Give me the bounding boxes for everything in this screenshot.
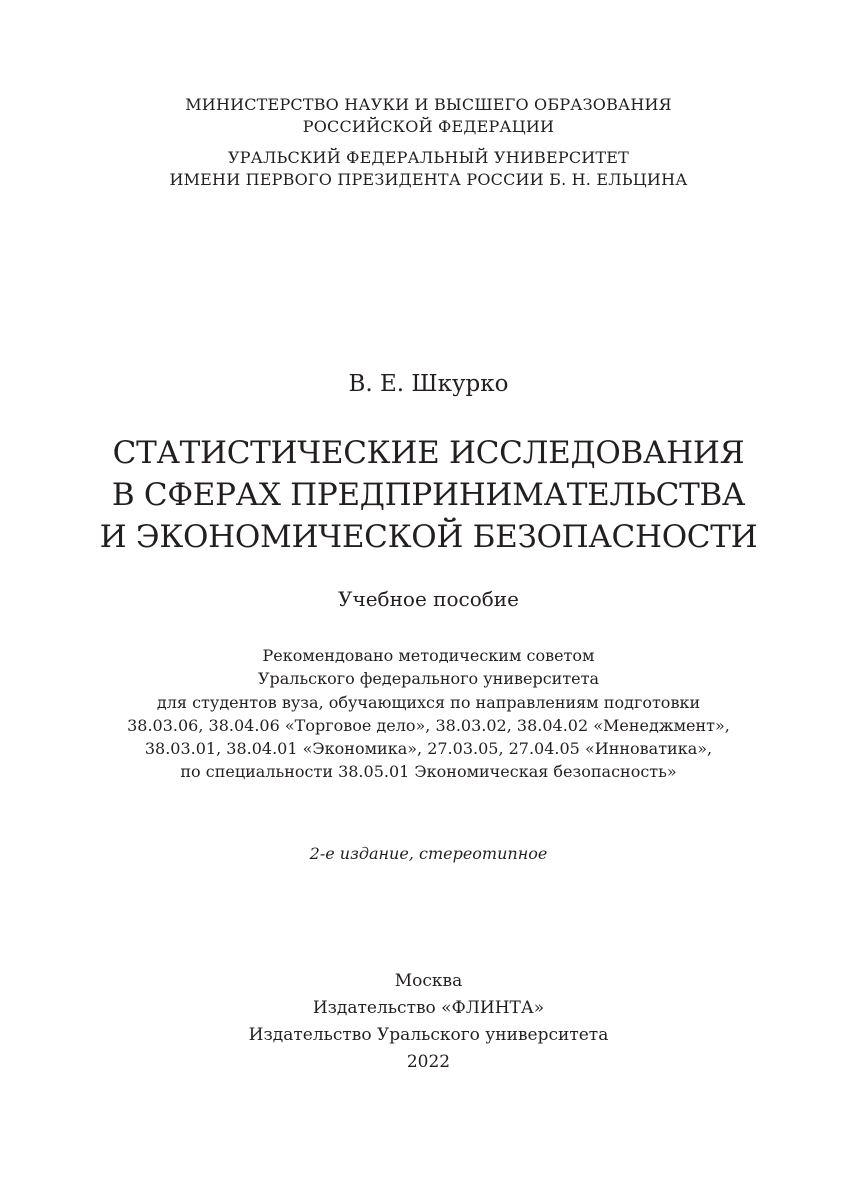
document-type-text: Учебное пособие — [338, 587, 519, 611]
imprint — [0, 968, 857, 1076]
university-line-2: ИМЕНИ ПЕРВОГО ПРЕЗИДЕНТА РОССИИ Б. Н. ЕЛЬЦИНА — [169, 170, 688, 189]
imprint-publisher-2: Издательство Уральского университета — [248, 1025, 609, 1045]
university-line-1: УРАЛЬСКИЙ ФЕДЕРАЛЬНЫЙ УНИВЕРСИТЕТ — [227, 148, 630, 167]
university-heading — [0, 147, 857, 191]
book-title — [0, 432, 857, 558]
imprint-city: Москва — [394, 971, 463, 991]
ministry-heading — [0, 94, 857, 138]
imprint-year: 2022 — [406, 1052, 451, 1072]
author-name — [0, 369, 857, 399]
ministry-line-1: МИНИСТЕРСТВО НАУКИ И ВЫСШЕГО ОБРАЗОВАНИЯ — [185, 95, 672, 114]
document-type — [0, 585, 857, 613]
edition-text: 2-е издание, стереотипное — [309, 844, 548, 863]
title-line-2: В СФЕРАХ ПРЕДПРИНИМАТЕЛЬСТВА — [111, 477, 746, 513]
recommendation-note — [0, 644, 857, 784]
recommendation-line-5: 38.03.01, 38.04.01 «Экономика», 27.03.05, 27.04.05 «Инноватика», — [144, 739, 713, 759]
recommendation-line-1: Рекомендовано методическим советом — [262, 646, 595, 665]
recommendation-line-3: для студентов вуза, обучающихся по направлениям подготовки — [156, 692, 701, 712]
title-line-3: И ЭКОНОМИЧЕСКОЙ БЕЗОПАСНОСТИ — [99, 519, 758, 555]
imprint-publisher-1: Издательство «ФЛИНТА» — [312, 998, 545, 1018]
title-line-1: СТАТИСТИЧЕСКИЕ ИССЛЕДОВАНИЯ — [112, 435, 745, 471]
edition-note — [0, 843, 857, 865]
recommendation-line-4: 38.03.06, 38.04.06 «Торговое дело», 38.03.02, 38.04.02 «Менеджмент», — [127, 715, 730, 735]
recommendation-line-2: Уральского федерального университета — [257, 669, 600, 689]
ministry-line-2: РОССИЙСКОЙ ФЕДЕРАЦИИ — [302, 117, 555, 136]
recommendation-line-6: по специальности 38.05.01 Экономическая безопасность» — [180, 762, 677, 782]
author-text: В. Е. Шкурко — [348, 371, 509, 397]
